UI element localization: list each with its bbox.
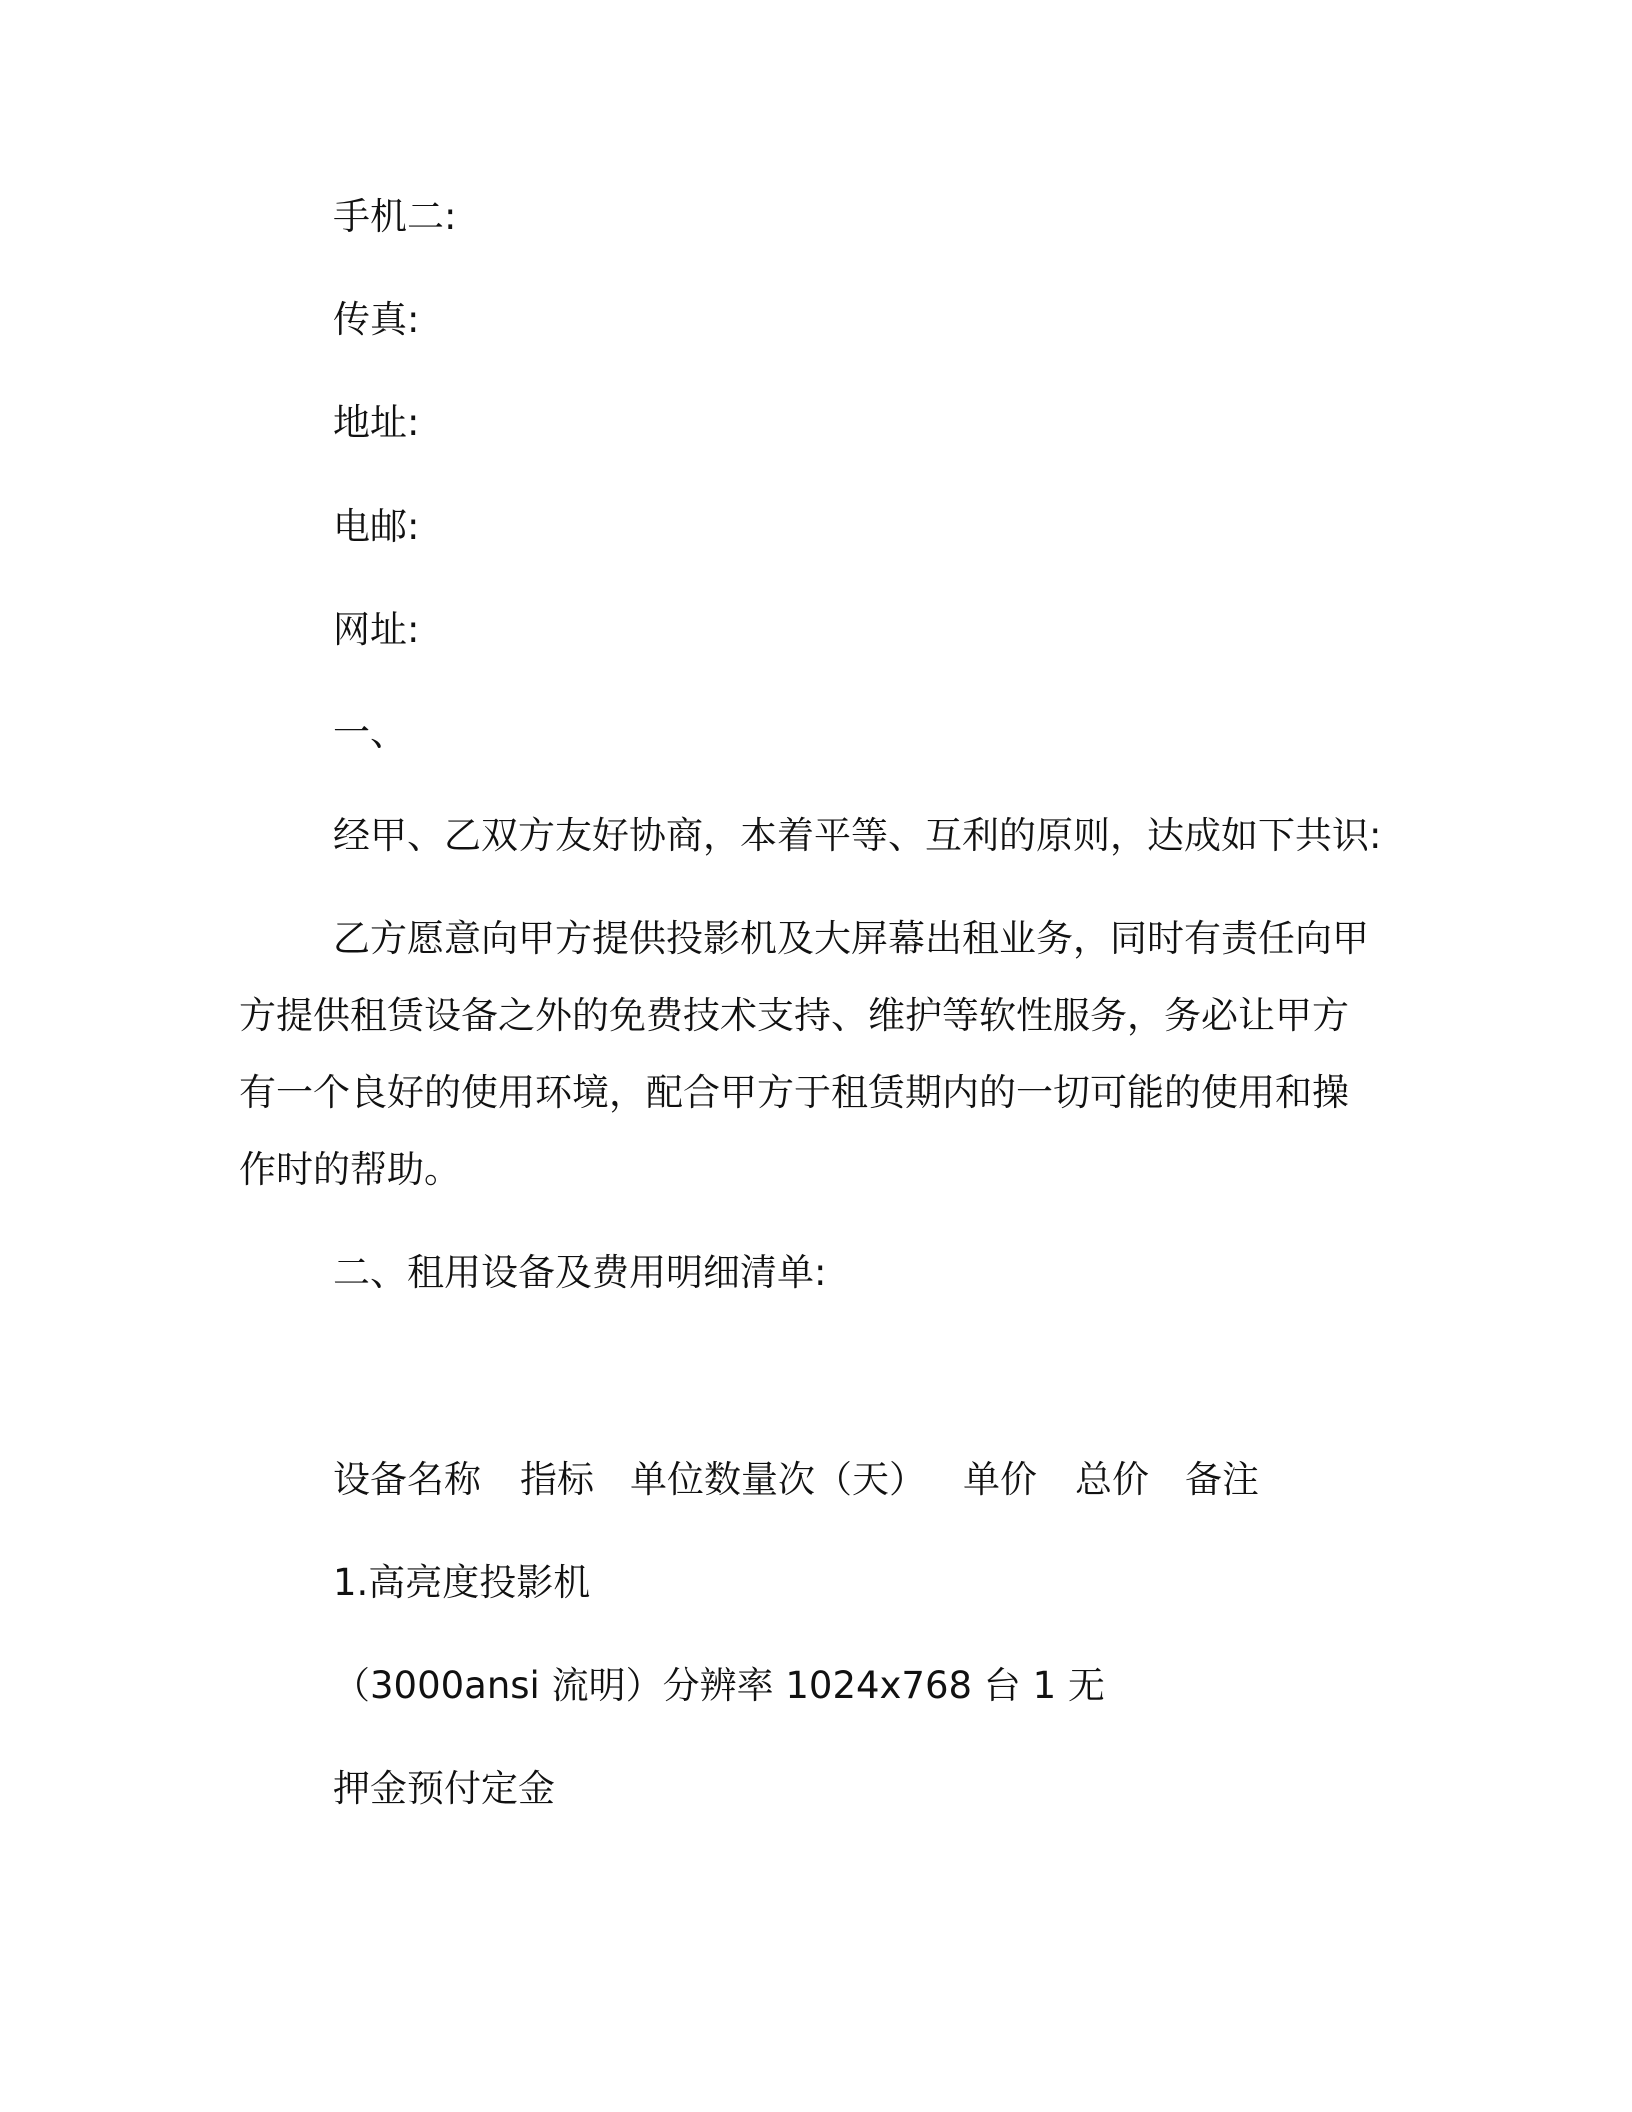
- fax-label: 传真:: [333, 298, 420, 341]
- header-unit-price: 单价: [963, 1458, 1037, 1501]
- mobile2-label: 手机二:: [333, 195, 457, 238]
- header-total-price: 总价: [1075, 1458, 1149, 1501]
- header-remarks: 备注: [1185, 1458, 1259, 1501]
- item1-spec: （3000ansi 流明）分辨率 1024x768 台 1 无: [333, 1664, 1105, 1707]
- email-label: 电邮:: [333, 505, 420, 548]
- paragraph-line: 方提供租赁设备之外的免费技术支持、维护等软性服务，务必让甲方: [239, 994, 1349, 1037]
- header-spec: 指标: [520, 1458, 594, 1501]
- paragraph-line: 有一个良好的使用环境，配合甲方于租赁期内的一切可能的使用和操: [239, 1071, 1349, 1114]
- item1-name: 1.高亮度投影机: [333, 1561, 591, 1604]
- agreement-intro: 经甲、乙双方友好协商，本着平等、互利的原则，达成如下共识:: [333, 814, 1382, 857]
- deposit-label: 押金预付定金: [333, 1767, 555, 1810]
- header-device-name: 设备名称: [333, 1458, 481, 1501]
- section-two-heading: 二、租用设备及费用明细清单:: [333, 1251, 827, 1294]
- address-label: 地址:: [333, 401, 420, 444]
- header-unit-quantity: 单位数量次（天）: [630, 1458, 926, 1501]
- website-label: 网址:: [333, 608, 420, 651]
- section-one-number: 一、: [333, 711, 407, 754]
- paragraph-line: 乙方愿意向甲方提供投影机及大屏幕出租业务，同时有责任向甲: [333, 917, 1369, 960]
- paragraph-line: 作时的帮助。: [239, 1148, 461, 1191]
